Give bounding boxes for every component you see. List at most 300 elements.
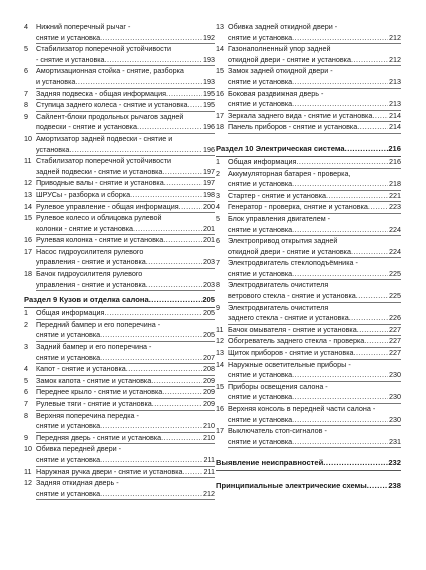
leader-dots <box>149 294 203 305</box>
entry-line <box>228 291 401 302</box>
toc-entry[interactable] <box>24 269 215 291</box>
leader-dots <box>152 399 202 410</box>
entry-page: 211 <box>203 466 215 476</box>
entry-line <box>228 415 401 426</box>
entry-page: 227 <box>389 348 401 358</box>
toc-entry[interactable] <box>24 22 215 44</box>
entry-line <box>228 22 401 33</box>
entry-line <box>228 33 401 44</box>
entry-line <box>36 387 215 398</box>
leader-dots <box>354 348 389 359</box>
entry-number: 2 <box>24 319 28 329</box>
entry-page: 197 <box>203 178 215 188</box>
leader-dots <box>292 415 388 426</box>
entry-line <box>228 111 401 122</box>
section-title: Выявление неисправностей <box>216 458 324 468</box>
entry-line <box>36 213 215 224</box>
entry-line <box>36 320 215 331</box>
toc-entry[interactable] <box>216 111 401 123</box>
leader-dots <box>349 313 388 324</box>
entry-page: 193 <box>203 76 215 86</box>
entry-text: Общая информация <box>36 308 105 318</box>
entry-number: 17 <box>216 426 224 436</box>
entry-line <box>228 360 401 371</box>
entry-page: 231 <box>389 436 401 446</box>
entry-number: 5 <box>216 213 220 223</box>
entry-line <box>36 134 215 145</box>
entry-line <box>36 444 215 455</box>
entry-text: Амортизационная стойка - снятие, разборка <box>36 66 184 76</box>
entry-text: Передний бампер и его поперечина - <box>36 319 161 329</box>
section-heading-10[interactable] <box>216 143 401 154</box>
entry-page: 205 <box>203 330 215 340</box>
entry-text: колонки - снятие и установка <box>36 223 134 233</box>
entry-text: снятие и установка <box>228 268 293 278</box>
toc-entry[interactable] <box>24 89 215 101</box>
entry-line <box>36 478 215 489</box>
entry-line <box>228 55 401 66</box>
entry-line <box>228 66 401 77</box>
entry-page: 214 <box>389 122 401 132</box>
entry-number: 1 <box>24 308 28 318</box>
entry-line <box>36 112 215 123</box>
entry-page: 203 <box>203 257 215 267</box>
entry-number: 13 <box>216 22 224 31</box>
leader-dots <box>179 202 202 213</box>
leader-dots <box>146 280 202 291</box>
entry-number: 15 <box>216 381 224 391</box>
toc-entry[interactable] <box>216 122 401 134</box>
entry-line <box>36 100 215 111</box>
section-title: Принципиальные электрические схемы <box>216 481 367 491</box>
entry-text: Сайлент-блоки продольных рычагов задней <box>36 111 184 121</box>
entry-line <box>36 66 215 77</box>
entry-line <box>36 235 215 246</box>
entry-page: 230 <box>389 414 401 424</box>
entry-page: 192 <box>203 32 215 42</box>
spacer <box>216 134 401 140</box>
toc-entry[interactable] <box>216 348 401 360</box>
leader-dots <box>75 77 202 88</box>
entry-line <box>36 280 215 291</box>
toc-entry[interactable] <box>216 169 401 191</box>
entry-text: Рулевая колонка - снятие и установка <box>36 235 164 245</box>
entry-line <box>228 370 401 381</box>
leader-dots <box>357 122 388 133</box>
leader-dots <box>151 376 202 387</box>
toc-entry[interactable] <box>216 89 401 111</box>
entry-text: Обивка передней двери - <box>36 444 122 454</box>
leader-dots <box>292 269 388 280</box>
toc-entry[interactable] <box>24 156 215 178</box>
toc-entry[interactable] <box>216 202 401 214</box>
entry-number: 10 <box>24 133 32 143</box>
entry-page: 201 <box>203 235 215 245</box>
entry-text: Рулевые тяги - снятие и установка <box>36 399 152 408</box>
leader-dots <box>292 437 388 448</box>
entry-page: 225 <box>389 268 401 278</box>
entry-number: 12 <box>24 178 32 188</box>
entry-text: снятие и установка <box>228 436 293 446</box>
entry-page: 205 <box>203 308 215 318</box>
toc-entry[interactable] <box>216 157 401 169</box>
entry-text: Общая информация <box>228 156 297 166</box>
entry-page: 193 <box>203 54 215 64</box>
leader-dots <box>357 325 388 336</box>
section-heading-troubleshooting[interactable] <box>216 457 401 468</box>
entry-text: Обивка задней откидной двери - <box>228 22 338 31</box>
entry-page: 196 <box>203 144 215 154</box>
toc-entry[interactable] <box>24 387 215 399</box>
entry-number: 2 <box>216 168 220 178</box>
leader-dots <box>364 336 388 347</box>
entry-line <box>228 325 401 336</box>
entry-number: 7 <box>24 88 28 98</box>
entry-line <box>36 77 215 88</box>
entry-line <box>36 122 215 133</box>
entry-text: управления - снятие и установка <box>36 257 146 267</box>
entry-line <box>228 214 401 225</box>
entry-line <box>36 224 215 235</box>
entry-line <box>228 426 401 437</box>
entry-separator <box>228 133 401 134</box>
entry-line <box>36 376 215 387</box>
leader-dots <box>356 291 388 302</box>
entry-page: 224 <box>389 224 401 234</box>
toc-entry[interactable] <box>24 411 215 433</box>
toc-entry[interactable] <box>216 360 401 382</box>
entry-text: Ступица заднего колеса - снятие и установка <box>36 100 188 110</box>
entry-line <box>36 342 215 353</box>
entry-number: 18 <box>24 269 32 279</box>
entry-text: снятие и установка <box>36 330 101 340</box>
toc-right-entries-top <box>216 22 401 134</box>
leader-dots <box>162 387 202 398</box>
entry-number: 9 <box>216 302 220 312</box>
toc-entry[interactable] <box>24 202 215 214</box>
entry-text: Амортизатор задней подвески - снятие и <box>36 133 173 143</box>
entry-line <box>228 169 401 180</box>
entry-line <box>228 382 401 393</box>
entry-page: 210 <box>203 421 215 431</box>
entry-line <box>36 364 215 375</box>
entry-line <box>36 202 215 213</box>
entry-line <box>228 89 401 100</box>
entry-number: 14 <box>24 201 32 211</box>
entry-number: 8 <box>24 100 28 110</box>
entry-line <box>228 269 401 280</box>
leader-dots <box>368 202 388 213</box>
toc-entry[interactable] <box>24 399 215 411</box>
leader-dots <box>100 421 202 432</box>
entry-number: 10 <box>24 444 32 454</box>
toc-left-entries-top <box>24 22 215 291</box>
leader-dots <box>100 33 202 44</box>
entry-number: 15 <box>216 66 224 76</box>
entry-line <box>36 178 215 189</box>
entry-line <box>36 55 215 66</box>
entry-text: - снятие и установка <box>36 54 105 64</box>
toc-entry[interactable] <box>216 191 401 203</box>
entry-line <box>228 348 401 359</box>
entry-page: 225 <box>389 291 401 301</box>
leader-dots <box>292 225 388 236</box>
entry-text: Панель приборов - снятие и установка <box>228 122 358 132</box>
toc-entry[interactable] <box>216 404 401 426</box>
leader-dots <box>146 257 202 268</box>
leader-dots <box>100 353 202 364</box>
section-page: 238 <box>388 481 401 491</box>
leader-dots <box>292 77 388 88</box>
leader-dots <box>69 145 202 156</box>
entry-page: 198 <box>203 189 215 199</box>
entry-line <box>36 247 215 258</box>
entry-text: ветрового стекла - снятие и установка <box>228 291 356 301</box>
entry-page: 197 <box>203 166 215 176</box>
entry-number: 6 <box>216 236 220 246</box>
leader-dots <box>188 100 203 111</box>
entry-line <box>36 167 215 178</box>
entry-text: Переднее крыло - снятие и установка <box>36 387 163 397</box>
toc-entry[interactable] <box>216 214 401 236</box>
leader-dots <box>133 224 202 235</box>
entry-page: 200 <box>203 201 215 211</box>
leader-dots <box>372 111 388 122</box>
section-title: Раздел 10 Электрическая система <box>216 143 345 153</box>
entry-line <box>36 89 215 100</box>
toc-entry[interactable] <box>24 376 215 388</box>
toc-entry[interactable] <box>24 44 215 66</box>
entry-text: Наружная ручка двери - снятие и установка <box>36 466 183 476</box>
entry-number: 4 <box>24 22 28 31</box>
toc-entry[interactable] <box>24 308 215 320</box>
entry-text: снятие и установка <box>228 414 293 424</box>
entry-line <box>36 411 215 422</box>
entry-text: установка <box>36 144 70 154</box>
leader-dots <box>137 122 202 133</box>
entry-number: 9 <box>24 111 28 121</box>
entry-number: 5 <box>24 375 28 385</box>
toc-entry[interactable] <box>24 235 215 247</box>
entry-line <box>228 225 401 236</box>
entry-text: Стабилизатор поперечной устойчивости <box>36 44 172 54</box>
entry-separator <box>36 290 215 291</box>
toc-entry[interactable] <box>24 320 215 342</box>
entry-text: Аккумуляторная батарея - проверка, <box>228 168 351 178</box>
leader-dots <box>100 330 202 341</box>
toc-entry[interactable] <box>216 325 401 337</box>
entry-text: Генератор - проверка, снятие и установка <box>228 202 368 212</box>
entry-text: снятие и установка <box>36 488 101 498</box>
entry-number: 8 <box>216 280 220 290</box>
entry-text: Капот - снятие и установка <box>36 364 126 374</box>
entry-text: Передняя дверь - снятие и установка <box>36 432 162 442</box>
toc-left-column <box>24 22 215 500</box>
entry-line <box>228 179 401 190</box>
toc-entry[interactable] <box>24 478 215 500</box>
entry-line <box>36 269 215 280</box>
entry-line <box>228 404 401 415</box>
entry-text: задней подвески - снятие и установка <box>36 166 163 176</box>
entry-number: 11 <box>24 466 32 476</box>
toc-entry[interactable] <box>216 426 401 448</box>
section-page: 216 <box>388 143 401 153</box>
entry-text: Задняя подвеска - общая информация <box>36 88 166 98</box>
entry-page: 213 <box>389 99 401 109</box>
entry-text: Задняя откидная дверь - <box>36 478 119 488</box>
entry-number: 16 <box>216 88 224 98</box>
entry-line <box>228 303 401 314</box>
entry-page: 221 <box>389 190 401 200</box>
entry-text: Стабилизатор поперечной устойчивости <box>36 156 172 166</box>
entry-page: 230 <box>389 392 401 402</box>
entry-line <box>228 77 401 88</box>
leader-dots <box>163 235 202 246</box>
entry-text: Стартер - снятие и установка <box>228 190 326 200</box>
entry-number: 12 <box>216 336 224 346</box>
entry-page: 213 <box>389 76 401 86</box>
toc-right-column <box>216 22 401 493</box>
entry-line <box>228 99 401 110</box>
entry-text: Обогреватель заднего стекла - проверка <box>228 336 365 346</box>
entry-text: ШРУСы - разборка и сборка <box>36 189 131 199</box>
entry-text: откидной двери - снятие и установка <box>228 246 351 256</box>
entry-text: и установка <box>36 76 76 86</box>
toc-entry[interactable] <box>216 44 401 66</box>
toc-entry[interactable] <box>24 433 215 445</box>
leader-dots <box>162 167 202 178</box>
entry-page: 208 <box>203 364 215 374</box>
leader-dots <box>292 370 388 381</box>
entry-line <box>228 157 401 168</box>
entry-page: 210 <box>203 432 215 442</box>
toc-entry[interactable] <box>216 303 401 325</box>
entry-text: снятие и установка <box>228 76 293 86</box>
entry-text: Рулевое колесо и облицовка рулевой <box>36 213 162 223</box>
entry-number: 13 <box>216 348 224 358</box>
entry-text: снятие и установка <box>228 32 293 42</box>
entry-number: 8 <box>24 410 28 420</box>
entry-text: Замок капота - снятие и установка <box>36 375 152 385</box>
entry-separator <box>36 499 215 500</box>
spacer <box>216 448 401 454</box>
entry-text: снятие и установка <box>36 454 101 464</box>
section-heading-wiring-diagrams[interactable] <box>216 480 401 491</box>
entry-number: 14 <box>216 359 224 369</box>
entry-text: Приводные валы - снятие и установка <box>36 178 164 188</box>
leader-dots <box>292 392 388 403</box>
entry-text: снятие и установка <box>228 99 293 109</box>
entry-page: 211 <box>203 454 215 464</box>
entry-separator <box>228 447 401 448</box>
toc-entry[interactable] <box>24 213 215 235</box>
entry-page: 226 <box>389 313 401 323</box>
entry-number: 16 <box>24 235 32 245</box>
toc-entry[interactable] <box>24 100 215 112</box>
toc-entry[interactable] <box>24 342 215 364</box>
entry-text: Электродвигатель очистителя <box>228 302 329 312</box>
entry-text: Верхняя консоль в передней части салона - <box>228 404 376 413</box>
entry-line <box>228 258 401 269</box>
toc-entry[interactable] <box>24 112 215 134</box>
leader-dots <box>351 247 388 258</box>
entry-line <box>36 145 215 156</box>
entry-page: 227 <box>389 324 401 334</box>
toc-entry[interactable] <box>24 178 215 190</box>
toc-entry[interactable] <box>24 444 215 466</box>
toc-entry[interactable] <box>24 190 215 202</box>
toc-entry[interactable] <box>24 66 215 88</box>
entry-page: 207 <box>203 352 215 362</box>
entry-text: снятие и установка <box>36 421 101 431</box>
entry-line <box>228 236 401 247</box>
entry-line <box>228 437 401 448</box>
entry-text: Газонаполненный упор задней <box>228 44 331 54</box>
entry-page: 209 <box>203 399 215 408</box>
entry-page: 196 <box>203 122 215 132</box>
entry-page: 212 <box>203 488 215 498</box>
entry-text: Замок задней откидной двери - <box>228 66 333 76</box>
entry-line <box>36 433 215 444</box>
entry-number: 5 <box>24 44 28 54</box>
entry-line <box>36 353 215 364</box>
entry-line <box>36 190 215 201</box>
entry-line <box>228 336 401 347</box>
leader-dots <box>292 33 388 44</box>
entry-line <box>36 330 215 341</box>
entry-text: Зеркала заднего вида - снятие и установка <box>228 110 373 120</box>
leader-dots <box>104 308 202 319</box>
toc-entry[interactable] <box>24 134 215 156</box>
entry-text: Электродвигатель очистителя <box>228 280 329 290</box>
entry-page: 218 <box>389 179 401 189</box>
entry-page: 203 <box>203 279 215 289</box>
toc-entry[interactable] <box>216 236 401 258</box>
leader-dots <box>367 480 389 491</box>
leader-dots <box>100 489 202 500</box>
section-heading-9[interactable] <box>24 294 215 305</box>
toc-entry[interactable] <box>216 258 401 280</box>
entry-page: 227 <box>389 336 401 346</box>
toc-entry[interactable] <box>216 66 401 88</box>
toc-entry[interactable] <box>216 280 401 302</box>
toc-entry[interactable] <box>216 22 401 44</box>
toc-entry[interactable] <box>24 467 215 479</box>
entry-line <box>36 33 215 44</box>
leader-dots <box>164 178 202 189</box>
entry-text: Блок управления двигателем - <box>228 213 331 223</box>
entry-line <box>36 399 215 410</box>
entry-line <box>36 308 215 319</box>
entry-number: 3 <box>216 190 220 200</box>
entry-number: 16 <box>216 404 224 413</box>
entry-line <box>36 257 215 268</box>
entry-line <box>228 247 401 258</box>
section-page: 232 <box>388 458 401 468</box>
toc-entry[interactable] <box>24 247 215 269</box>
entry-number: 14 <box>216 44 224 54</box>
toc-entry[interactable] <box>216 382 401 404</box>
leader-dots <box>161 433 202 444</box>
entry-page: 223 <box>389 202 401 212</box>
leader-dots <box>100 455 202 466</box>
leader-dots <box>292 179 388 190</box>
toc-entry[interactable] <box>216 336 401 348</box>
toc-right-entries-bottom <box>216 157 401 448</box>
entry-number: 11 <box>216 324 224 334</box>
toc-entry[interactable] <box>24 364 215 376</box>
entry-page: 214 <box>389 110 401 120</box>
